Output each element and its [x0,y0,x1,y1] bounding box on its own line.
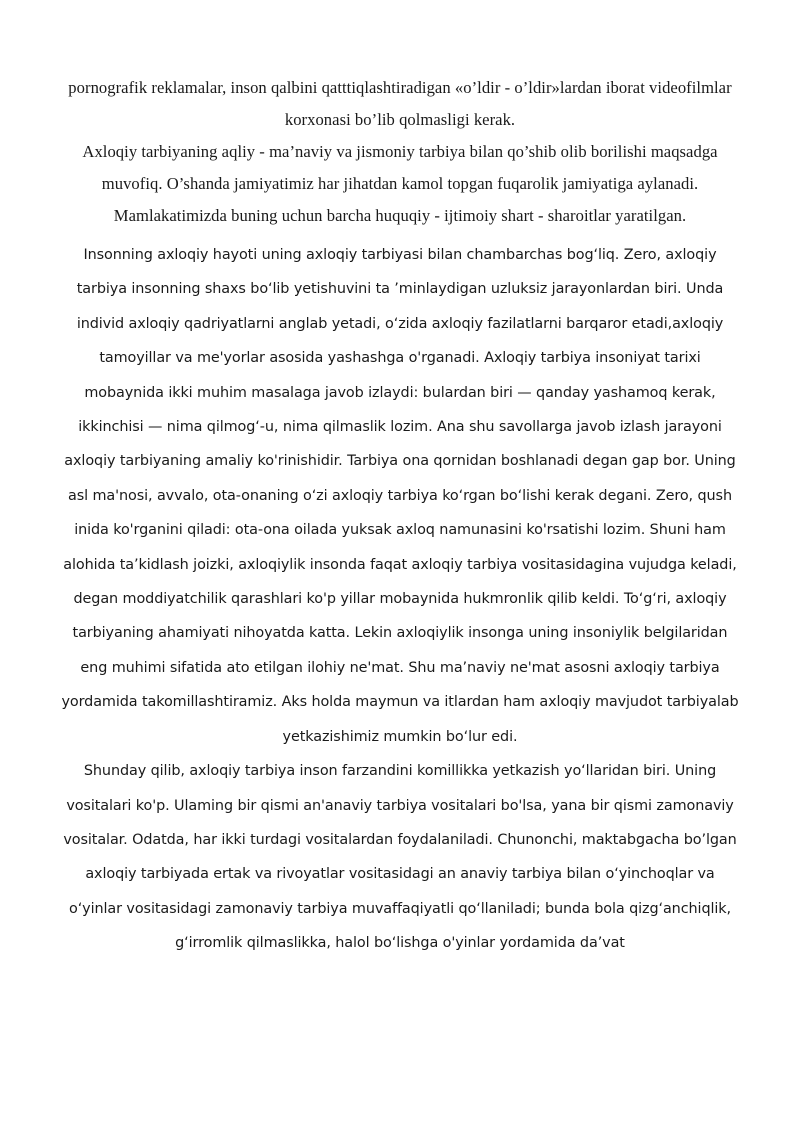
paragraph-moral-education-goal: Axloqiy tarbiyaning aqliy - ma’naviy va jismoniy tarbiya bilan qo’shib olib borilishi maqsadga muvofiq. O’shanda jamiyatimiz har jihatdan kamol topgan fuqarolik jamiyatiga aylanadi. Mamlakatimizda buning uchun barcha huquqiy - ijtimoiy shart - sharoitlar yaratilgan. [82,142,718,225]
paragraph-continuation: pornografik reklamalar, inson qalbini qatttiqlashtiradigan «o’ldir - o’ldir»lardan iborat videofilmlar korxonasi bo’lib qolmasligi kerak. [68,78,732,129]
paragraph-moral-education-means: Shunday qilib, axloqiy tarbiya inson farzandini komillikka yetkazish yo‘llaridan biri. Uning vositalari ko'p. Ulaming bir qismi an'anaviy tarbiya vositalari bo'lsa, yana bir qismi zamonaviy vositalar. Odatda, har ikki turdagi vositalardan foydalaniladi. Chunonchi, maktabgacha bo’lgan axloqiy tarbiyada ertak va rivoyatlar vositasidagi an anaviy tarbiya bilan o‘yinchoqlar va o‘yinlar vositasidagi zamonaviy tarbiya muvaffaqiyatli qo‘llaniladi; bunda bola qizg‘anchiqlik, g‘irromlik qilmaslikka, halol bo‘lishga o'yinlar yordamida da’vat [63,763,737,952]
paragraph-moral-life: Insonning axloqiy hayoti uning axloqiy tarbiyasi bilan chambarchas bog‘liq. Zero, axloqiy tarbiya insonning shaxs bo‘lib yetishuvini ta ’minlaydigan uzluksiz jarayonlardan biri. Unda individ axloqiy qadriyatlarni anglab yetadi, o‘zida axloqiy fazilatlarni barqaror etadi,axloqiy tamoyillar va me'yorlar asosida yashashga o'rganadi. Axloqiy tarbiya insoniyat tarixi mobaynida ikki muhim masalaga javob izlaydi: bulardan biri — qanday yashamoq kerak, ikkinchisi — nima qilmog‘-u, nima qilmaslik lozim. Ana shu savollarga javob izlash jarayoni axloqiy tarbiyaning amaliy ko'rinishidir. Tarbiya ona qornidan boshlanadi degan gap bor. Uning asl ma'nosi, avvalo, ota-onaning o‘zi axloqiy tarbiya ko‘rgan bo‘lishi kerak degani. Zero, qush inida ko'rganini qiladi: ota-ona oilada yuksak axloq namunasini ko'rsatishi lozim. Shuni ham alohida ta’kidlash joizki, axloqiylik insonda faqat axloqiy tarbiya vositasidagina vujudga keladi, degan moddiyatchilik qarashlari ko'p yillar mobaynida hukmronlik qilib keldi. To‘g‘ri, axloqiy tarbiyaning ahamiyati nihoyatda katta. Lekin axloqiylik insonga uning insoniylik belgilaridan eng muhimi sifatida ato etilgan ilohiy ne'mat. Shu ma’naviy ne'mat asosni axloqiy tarbiya yordamida takomillashtiramiz. Aks holda maymun va itlardan ham axloqiy mavjudot tarbiyalab yetkazishimiz mumkin bo‘lur edi. [61,247,739,745]
document-page [58,72,742,961]
